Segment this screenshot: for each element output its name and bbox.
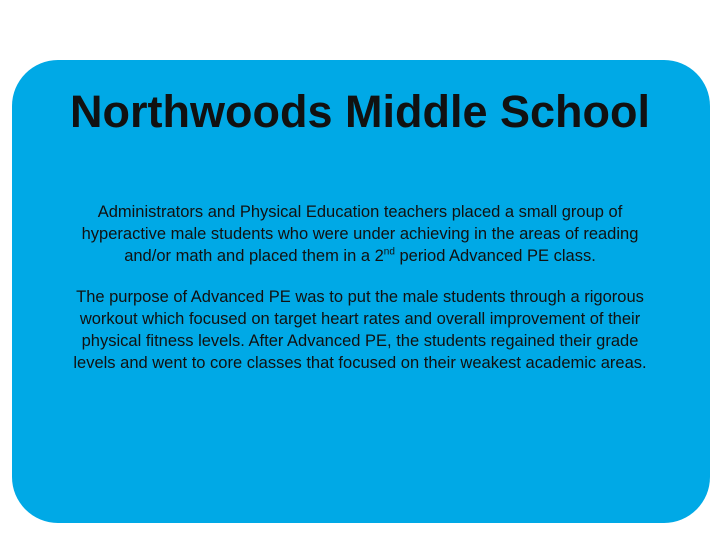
- purpose-line-1: The purpose of Advanced PE was to put the male students through a rigorous: [76, 288, 644, 306]
- purpose-line-4: levels and went to core classes that focused on their weakest academic areas.: [73, 354, 647, 372]
- slide-title: Northwoods Middle School: [70, 86, 650, 137]
- intro-line-3: [0, 245, 720, 267]
- ordinal-superscript: nd: [383, 246, 395, 258]
- intro-paragraph: [0, 201, 720, 267]
- purpose-line-3: physical fitness levels. After Advanced PE, the students regained their grade: [81, 332, 639, 350]
- intro-line-1: Administrators and Physical Education teachers placed a small group of: [97, 203, 623, 221]
- intro-line-3-text: and/or math and placed them in a 2: [124, 247, 384, 265]
- intro-line-3-text-end: period Advanced PE class.: [394, 247, 596, 265]
- purpose-paragraph: [0, 286, 720, 374]
- purpose-line-2: workout which focused on target heart rates and overall improvement of their: [79, 310, 641, 328]
- intro-line-2: hyperactive male students who were under achieving in the areas of reading: [81, 225, 639, 243]
